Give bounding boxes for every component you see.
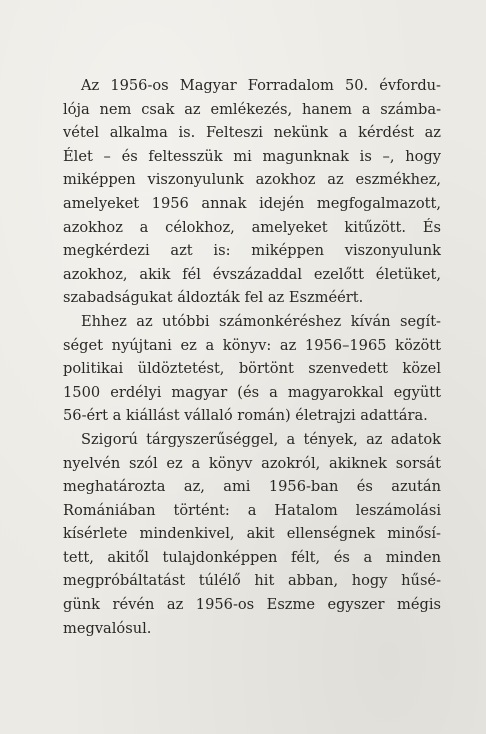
text-line: kísérlete mindenkivel, akit ellenségnek minősí- [63,525,441,543]
text-line: günk révén az 1956-os Eszme egyszer mégis [63,596,441,614]
text-line: nyelvén szól ez a könyv azokról, akiknek sorsát [63,454,441,472]
text-line: amelyeket 1956 annak idején megfogalmazott, [63,194,441,212]
text-line: séget nyújtani ez a könyv: az 1956–1965 között [63,336,441,354]
text-line: lója nem csak az emlékezés, hanem a számba- [63,100,441,118]
text-line: Romániában történt: a Hatalom leszámolási [63,501,441,519]
paragraph [63,310,441,428]
body-text [63,74,441,640]
text-line: 1500 erdélyi magyar (és a magyarokkal együtt [63,383,441,401]
paragraph [63,74,441,310]
text-line: Ehhez az utóbbi számonkéréshez kíván segít- [81,312,441,330]
text-line: meghatározta az, ami 1956-ban és azután [63,478,441,496]
paragraph [63,428,441,640]
text-line: vétel alkalma is. Felteszi nekünk a kérdést az [63,124,441,142]
text-line: megkérdezi azt is: miképpen viszonyulunk [63,242,441,260]
text-line: azokhoz, akik fél évszázaddal ezelőtt életüket, [63,265,441,283]
text-line: Az 1956-os Magyar Forradalom 50. évfordu- [81,77,441,94]
text-line: miképpen viszonyulunk azokhoz az eszmékhez, [63,171,441,189]
text-line: megvalósul. [63,619,152,637]
text-line: Szigorú tárgyszerűséggel, a tények, az adatok [81,430,441,448]
text-line: Élet – és feltesszük mi magunknak is –, hogy [63,147,441,165]
text-line: tett, akitől tulajdonképpen félt, és a minden [63,548,441,566]
text-line: azokhoz a célokhoz, amelyeket kitűzött. És [63,218,441,236]
text-line: politikai üldöztetést, börtönt szenvedett közel [63,360,441,378]
text-line: 56-ért a kiállást vállaló román) életrajzi adattára. [63,407,428,425]
text-line: szabadságukat áldozták fel az Eszméért. [63,289,364,307]
text-line: megpróbáltatást túlélő hit abban, hogy hűsé- [63,572,441,590]
